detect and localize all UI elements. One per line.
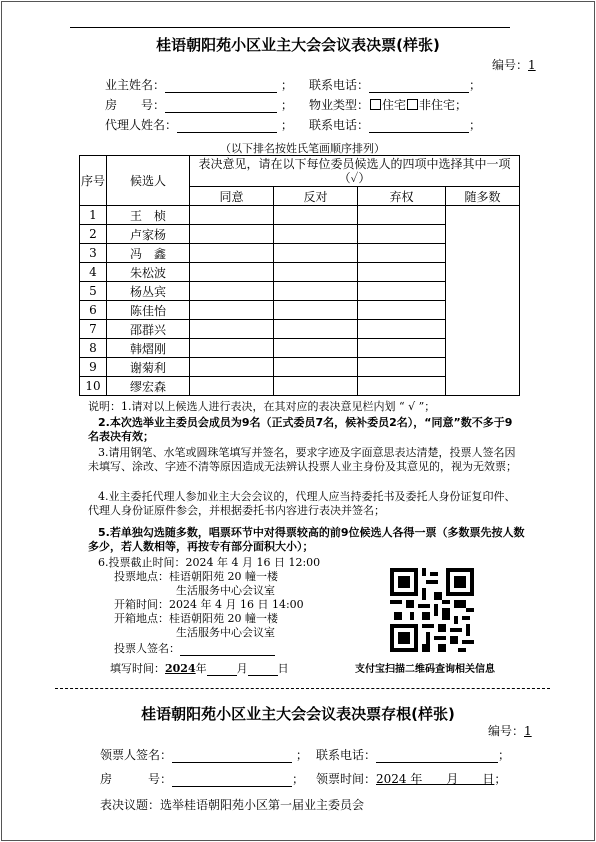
oppose-cell[interactable]	[274, 301, 358, 320]
fill-time-field[interactable]: 填写时间：2024年 月 日	[110, 662, 289, 675]
vote-place: 投票地点：桂语朝阳苑 20 幢一楼 生活服务中心会议室	[114, 570, 278, 597]
row-number: 10	[80, 377, 107, 396]
agree-cell[interactable]	[190, 206, 274, 225]
vote-table	[79, 155, 520, 396]
abstain-cell[interactable]	[358, 358, 446, 377]
agree-cell[interactable]	[190, 225, 274, 244]
note-3: 3.请用钢笔、水笔或圆珠笔填写并签名，要求字迹及字面意思表达清楚，投票人签名因未填写、涂改、字迹不清等原因造成无法辨认投票人业主身份及其意见的，视为无效票；	[88, 446, 517, 473]
agree-cell[interactable]	[190, 320, 274, 339]
row-number: 4	[80, 263, 107, 282]
proxy-phone-line[interactable]	[369, 120, 469, 133]
candidate-name: 卢家杨	[107, 225, 190, 244]
oppose-cell[interactable]	[274, 225, 358, 244]
candidate-name: 杨丛宾	[107, 282, 190, 301]
agree-cell[interactable]	[190, 263, 274, 282]
owner-name-line[interactable]	[165, 80, 277, 93]
oppose-cell[interactable]	[274, 244, 358, 263]
residential-checkbox[interactable]	[370, 99, 381, 110]
oppose-cell[interactable]	[274, 377, 358, 396]
month-line[interactable]	[207, 663, 237, 676]
stub-receiver-line[interactable]	[172, 750, 292, 763]
row-number: 8	[80, 339, 107, 358]
note-1: 说明：1.请对以上候选人进行表决，在其对应的表决意见栏内划 “ √ ”；	[88, 400, 436, 413]
abstain-cell[interactable]	[358, 282, 446, 301]
stub-serial-number: 编号：1	[488, 724, 532, 738]
open-place: 开箱地点：桂语朝阳苑 20 幢一楼 生活服务中心会议室	[114, 612, 278, 639]
abstain-cell[interactable]	[358, 244, 446, 263]
row-number: 6	[80, 301, 107, 320]
stub-phone-field[interactable]: 联系电话： ；	[316, 748, 511, 762]
row-number: 7	[80, 320, 107, 339]
candidate-name: 缪宏森	[107, 377, 190, 396]
proxy-line[interactable]	[177, 120, 277, 133]
proxy-phone-field[interactable]: 联系电话： ；	[309, 118, 482, 132]
abstain-cell[interactable]	[358, 263, 446, 282]
abstain-cell[interactable]	[358, 225, 446, 244]
room-line[interactable]	[165, 100, 277, 113]
stub-phone-line[interactable]	[376, 750, 498, 763]
phone-line[interactable]	[369, 80, 469, 93]
owner-name-field[interactable]: 业主姓名： ；	[105, 78, 293, 92]
stub-receive-time-field[interactable]: 领票时间：2024 年 月 日；	[316, 772, 507, 786]
sort-note: （以下排名按姓氏笔画顺序排列）	[220, 142, 385, 155]
oppose-cell[interactable]	[274, 206, 358, 225]
header-instruction: 表决意见，请在以下每位委员候选人的四项中选择其中一项（✓）	[190, 156, 520, 187]
agree-cell[interactable]	[190, 358, 274, 377]
row-number: 3	[80, 244, 107, 263]
candidate-name: 邵群兴	[107, 320, 190, 339]
row-number: 9	[80, 358, 107, 377]
stub-matter: 表决议题：选举桂语朝阳苑小区第一届业主委员会	[100, 798, 365, 812]
room-field[interactable]: 房 号： ；	[105, 98, 293, 112]
stub-receiver-field[interactable]: 领票人签名： ；	[100, 748, 308, 762]
property-type-field: 物业类型： 住宅 非住宅；	[309, 98, 468, 112]
oppose-cell[interactable]	[274, 339, 358, 358]
candidate-name: 冯 鑫	[107, 244, 190, 263]
oppose-cell[interactable]	[274, 263, 358, 282]
candidate-name: 王 桢	[107, 206, 190, 225]
oppose-cell[interactable]	[274, 320, 358, 339]
agree-cell[interactable]	[190, 339, 274, 358]
header-oppose: 反对	[274, 187, 358, 206]
agree-cell[interactable]	[190, 244, 274, 263]
header-seq: 序号	[80, 156, 107, 206]
stub-title: 桂语朝阳苑小区业主大会会议表决票存根(样张)	[141, 705, 455, 723]
non-residential-checkbox[interactable]	[407, 99, 418, 110]
abstain-cell[interactable]	[358, 301, 446, 320]
row-number: 1	[80, 206, 107, 225]
stub-room-field[interactable]: 房 号： ；	[100, 772, 305, 786]
serial-number: 编号：1	[492, 58, 536, 72]
candidate-name: 韩熠刚	[107, 339, 190, 358]
header-candidate: 候选人	[107, 156, 190, 206]
table-row	[80, 206, 520, 225]
header-abstain: 弃权	[358, 187, 446, 206]
signer-line[interactable]	[180, 643, 275, 656]
abstain-cell[interactable]	[358, 377, 446, 396]
candidate-name: 谢菊利	[107, 358, 190, 377]
oppose-cell[interactable]	[274, 282, 358, 301]
abstain-cell[interactable]	[358, 339, 446, 358]
tear-line	[55, 688, 550, 689]
abstain-cell[interactable]	[358, 320, 446, 339]
qr-caption: 支付宝扫描二维码查询相关信息	[355, 664, 495, 675]
agree-cell[interactable]	[190, 282, 274, 301]
candidate-name: 朱松波	[107, 263, 190, 282]
agree-cell[interactable]	[190, 377, 274, 396]
day-line[interactable]	[248, 663, 278, 676]
ballot-title: 桂语朝阳苑小区业主大会会议表决票(样张)	[156, 36, 440, 54]
stub-room-line[interactable]	[172, 774, 292, 787]
row-number: 2	[80, 225, 107, 244]
note-2: 2.本次选举业主委员会成员为9名（正式委员7名，候补委员2名），“同意”数不多于9名表决有效；	[88, 416, 513, 443]
row-number: 5	[80, 282, 107, 301]
open-time: 开箱时间：2024 年 4 月 16 日 14:00	[114, 598, 304, 611]
note-6: 6.投票截止时间：2024 年 4 月 16 日 12:00	[98, 556, 321, 569]
proxy-field[interactable]: 代理人姓名： ；	[105, 118, 293, 132]
follow-majority-cell[interactable]	[446, 206, 520, 396]
note-4: 4.业主委托代理人参加业主大会会议的，代理人应当持委托书及委托人身份证复印件、代理人身份证原件参会，并根据委托书内容进行表决并签名；	[88, 490, 516, 517]
signer-field[interactable]: 投票人签名：	[114, 640, 275, 656]
note-5: 5.若单独勾选随多数，唱票环节中对得票较高的前9位候选人各得一票（多数票先按人数多少，若人数相等，再按专有部分面积大小）；	[88, 526, 525, 553]
oppose-cell[interactable]	[274, 358, 358, 377]
abstain-cell[interactable]	[358, 206, 446, 225]
header-follow-majority: 随多数	[446, 187, 520, 206]
phone-field[interactable]: 联系电话： ；	[309, 78, 482, 92]
candidate-name: 陈佳怡	[107, 301, 190, 320]
qr-code-image	[390, 568, 474, 652]
top-rule	[70, 27, 510, 28]
agree-cell[interactable]	[190, 301, 274, 320]
header-agree: 同意	[190, 187, 274, 206]
